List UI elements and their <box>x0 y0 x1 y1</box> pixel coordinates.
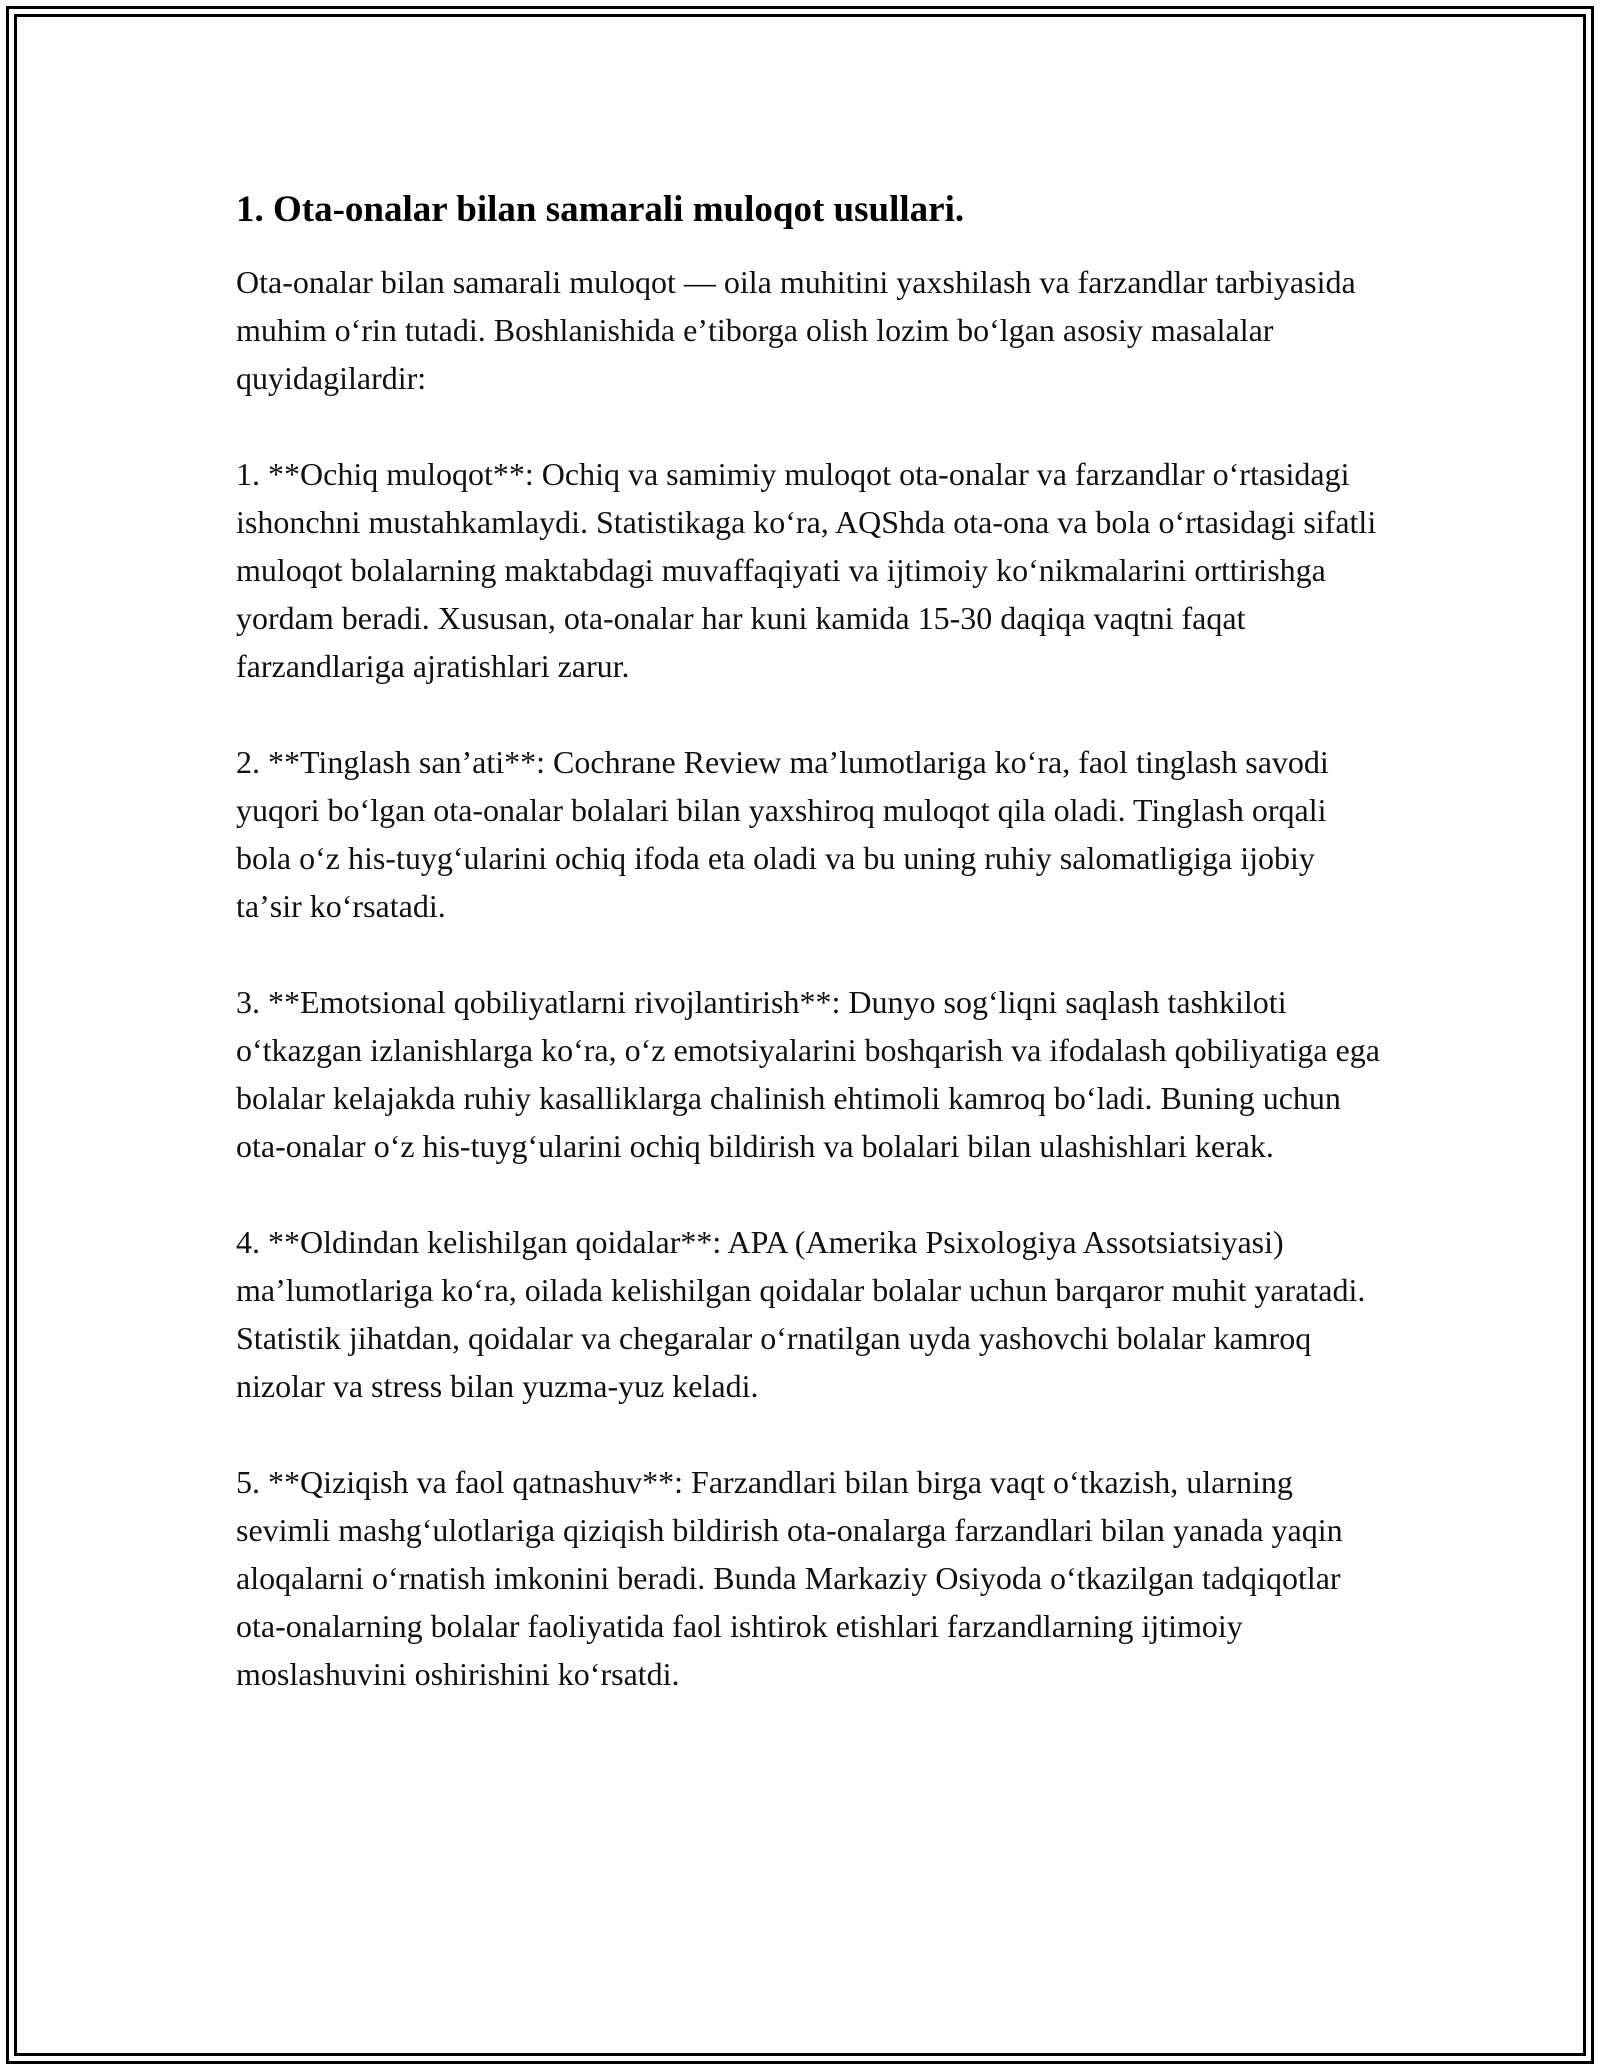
document-body <box>236 186 1386 1698</box>
list-item-open-communication: 1. **Ochiq muloqot**: Ochiq va samimiy muloqot ota-onalar va farzandlar oʻrtasidagi ishonchni mustahkamlaydi. Statistikaga koʻra, AQShda ota-ona va bola oʻrtasidagi sifatli muloqot bolalarning maktabdagi muvaffaqiyati va ijtimoiy koʻnikmalarini orttirishga yordam beradi. Xususan, ota-onalar har kuni kamida 15-30 daqiqa vaqtni faqat farzandlariga ajratishlari zarur. <box>236 456 1377 684</box>
list-item-emotional-skills: 3. **Emotsional qobiliyatlarni rivojlantirish**: Dunyo sogʻliqni saqlash tashkiloti oʻtkazgan izlanishlarga koʻra, oʻz emotsiyalarini boshqarish va ifodalash qobiliyatiga ega bolalar kelajakda ruhiy kasalliklarga chalinish ehtimoli kamroq boʻladi. Buning uchun ota-onalar oʻz his-tuygʻularini ochiq bildirish va bolalari bilan ulashishlari kerak. <box>236 984 1380 1164</box>
list-item-active-participation: 5. **Qiziqish va faol qatnashuv**: Farzandlari bilan birga vaqt oʻtkazish, ularning sevimli mashgʻulotlariga qiziqish bildirish ota-onalarga farzandlari bilan yanada yaqin aloqalarni oʻrnatish imkonini beradi. Bunda Markaziy Osiyoda oʻtkazilgan tadqiqotlar ota-onalarning bolalar faoliyatida faol ishtirok etishlari farzandlarning ijtimoiy moslashuvini oshirishini koʻrsatdi. <box>236 1464 1343 1692</box>
intro-paragraph: Ota-onalar bilan samarali muloqot — oila muhitini yaxshilash va farzandlar tarbiyasida muhim oʻrin tutadi. Boshlanishida eʼtiborga olish lozim boʻlgan asosiy masalalar quyidagilardir: <box>236 264 1356 396</box>
list-item-agreed-rules: 4. **Oldindan kelishilgan qoidalar**: APA (Amerika Psixologiya Assotsiatsiyasi) maʼlumotlariga koʻra, oilada kelishilgan qoidalar bolalar uchun barqaror muhit yaratadi. Statistik jihatdan, qoidalar va chegaralar oʻrnatilgan uyda yashovchi bolalar kamroq nizolar va stress bilan yuzma-yuz keladi. <box>236 1224 1366 1404</box>
list-item-listening-art: 2. **Tinglash sanʼati**: Cochrane Review maʼlumotlariga koʻra, faol tinglash savodi yuqori boʻlgan ota-onalar bolalari bilan yaxshiroq muloqot qila oladi. Tinglash orqali bola oʻz his-tuygʻularini ochiq ifoda eta oladi va bu uning ruhiy salomatligiga ijobiy taʼsir koʻrsatadi. <box>236 744 1329 924</box>
document-heading: 1. Ota-onalar bilan samarali muloqot usullari. <box>236 189 965 230</box>
